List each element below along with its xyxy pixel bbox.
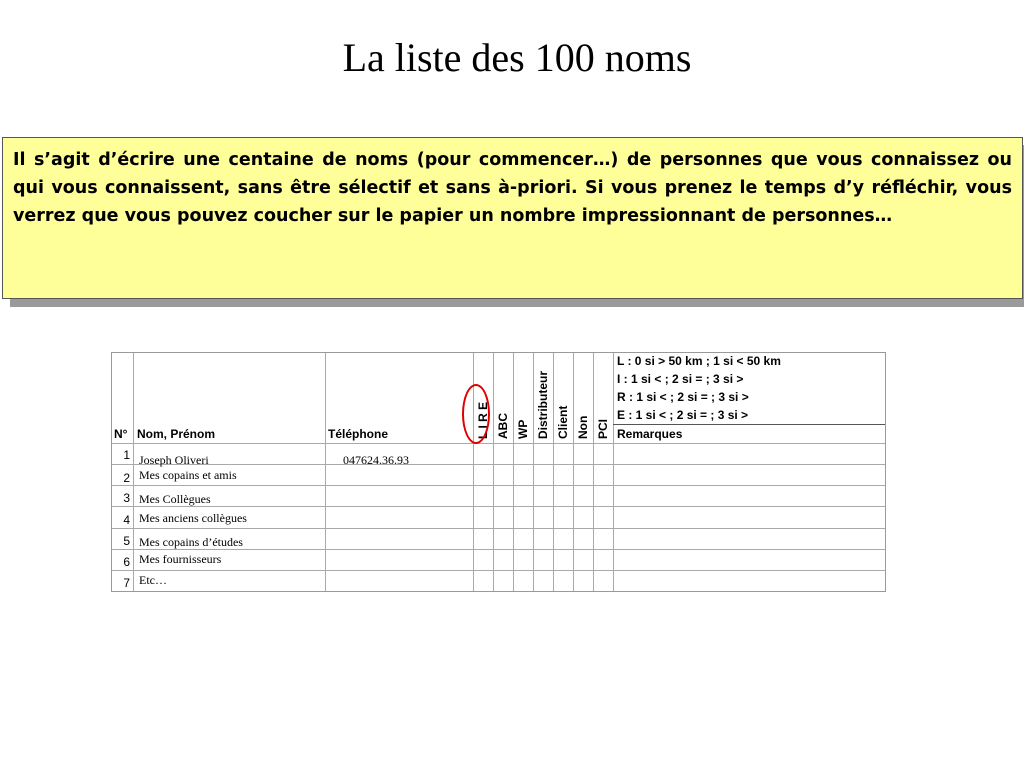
- legend-line: I : 1 si < ; 2 si = ; 3 si >: [617, 372, 744, 386]
- remarks-divider: [613, 424, 885, 425]
- col-divider: [613, 353, 614, 591]
- row-divider: [112, 443, 885, 444]
- row-name: Etc…: [139, 573, 167, 587]
- header-wp: WP: [516, 419, 530, 439]
- row-name: Joseph Oliveri: [139, 453, 209, 467]
- row-number: 3: [123, 491, 130, 505]
- col-divider: [493, 353, 494, 591]
- col-divider: [533, 353, 534, 591]
- col-divider: [593, 353, 594, 591]
- row-number: 4: [123, 513, 130, 527]
- col-divider: [553, 353, 554, 591]
- header-distributeur: Distributeur: [536, 370, 550, 439]
- col-divider: [133, 353, 134, 591]
- slide-title: La liste des 100 noms: [342, 35, 692, 80]
- col-divider: [325, 353, 326, 591]
- row-name: Mes Collègues: [139, 492, 211, 506]
- lire-highlight-circle: [462, 384, 490, 444]
- row-phone: 047624.36.93: [343, 453, 409, 467]
- row-divider: [112, 485, 885, 486]
- header-phone: Téléphone: [328, 427, 389, 441]
- row-name: Mes copains d’études: [139, 535, 243, 549]
- header-lire: L I R E: [476, 401, 490, 439]
- row-name: Mes anciens collègues: [139, 511, 247, 525]
- header-remarques: Remarques: [617, 427, 683, 441]
- legend-line: E : 1 si < ; 2 si = ; 3 si >: [617, 408, 749, 422]
- row-number: 2: [123, 471, 130, 485]
- row-divider: [112, 570, 885, 571]
- header-pci: PCI: [596, 418, 610, 439]
- legend-line: L : 0 si > 50 km ; 1 si < 50 km: [617, 354, 781, 368]
- col-divider: [513, 353, 514, 591]
- header-num: N°: [114, 427, 128, 441]
- row-divider: [112, 464, 885, 465]
- row-name: Mes fournisseurs: [139, 552, 222, 566]
- row-divider: [112, 506, 885, 507]
- col-divider: [573, 353, 574, 591]
- header-name: Nom, Prénom: [137, 427, 216, 441]
- names-table: [111, 352, 886, 592]
- row-name: Mes copains et amis: [139, 468, 237, 482]
- intro-text: Il s’agit d’écrire une centaine de noms (pour commencer…) de personnes que vous connaissez ou qui vous connaissent, sans être sélectif et sans à-priori. Si vous prenez le temps d’y réfléchir, vous verrez que vous pouvez coucher sur le papier un nombre impressionnant de personnes…: [13, 150, 1012, 226]
- legend-line: R : 1 si < ; 2 si = ; 3 si >: [617, 390, 749, 404]
- header-non: Non: [576, 415, 590, 439]
- row-divider: [112, 528, 885, 529]
- row-number: 6: [123, 555, 130, 569]
- header-abc: ABC: [496, 413, 510, 439]
- intro-box: [2, 137, 1023, 299]
- row-number: 5: [123, 534, 130, 548]
- row-number: 7: [123, 576, 130, 590]
- row-number: 1: [123, 448, 130, 462]
- header-client: Client: [556, 405, 570, 439]
